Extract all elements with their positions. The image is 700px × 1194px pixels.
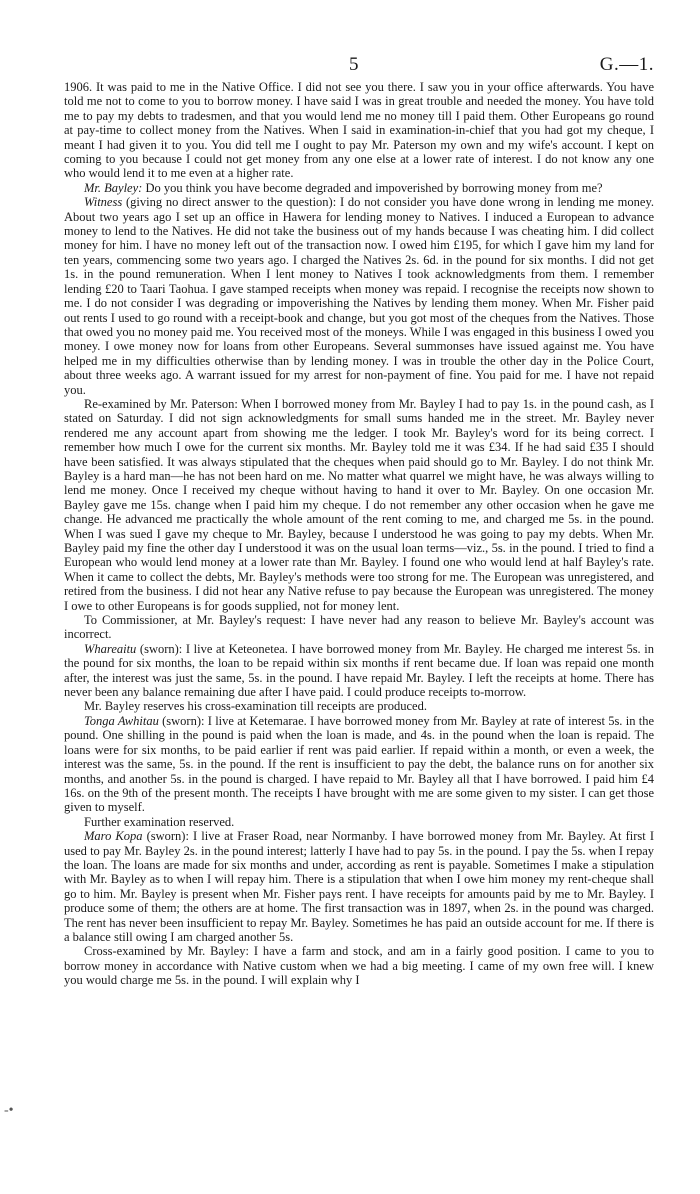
paragraph-text: To Commissioner, at Mr. Bayley's request: I have never had any reason to believe Mr. Bayley's account was incorrect. [64,613,654,642]
paragraph-text: (sworn): I live at Keteonetea. I have borrowed money from Mr. Bayley. He charged me interest 5s. in the pound for six months, the loan to be repaid within six months if rent became due. If loan was repaid one month after, the interest was just the same, 5s. in the pound. I have repaid Mr. Bayley. I left the receipts at home. There has never been any balance remaining due after I have paid. I could produce receipts to-morrow. [64,641,655,700]
speaker-name: Witness [84,195,123,210]
speaker-name: Maro Kopa [84,829,143,844]
series-mark: G.—1. [599,54,654,75]
paragraph [64,195,654,397]
speaker-name: Whareaitu [84,641,137,656]
paragraph-text: Further examination reserved. [84,814,235,829]
paragraph [64,397,654,613]
paragraph-text: (sworn): I live at Fraser Road, near Normanby. I have borrowed money from Mr. Bayley. At first I used to pay Mr. Bayley 2s. in the pound interest; latterly I have had to pay 5s. in the pound. I pay the 5s. when I repay the loan. The loans are made for six months and under, according as rent is payable. Sometimes I make a stipulation with Mr. Bayley as to when I will repay him. There is a stipulation that when I owe him money my rent-cheque shall go to him. Mr. Bayley is present when Mr. Fisher pays rent. I have receipts for amounts paid by me to Mr. Bayley. I produce some of them; the others are at home. The first transaction was in 1897, when 2s. in the pound was charged. The rent has never been insufficient to repay Mr. Bayley. Sometimes he has paid an outside account for me. If there is a balance still owing I am charged another 5s. [64,829,654,944]
paragraph-text: Do you think you have become degraded and impoverished by borrowing money from me? [145,180,603,195]
paragraph-text: Re-examined by Mr. Paterson: When I borrowed money from Mr. Bayley I had to pay 1s. in the pound cash, as I stated on Saturday. I did not sign acknowledgments for small sums handed me in the street. Mr. Bayley never rendered me any account apart from showing me the ledger. I took Mr. Bayley's word for its being correct. I remember how much I owe for the current six months. Mr. Bayley told me it was £34. If he had said £35 I should have been satisfied. It was always stipulated that the cheques when paid should go to Mr. Bayley. I do not think Mr. Bayley is a hard man—he has not been hard on me. No matter what quarrel we might have, he was always willing to lend me money. Once I received my cheque without having to hand it over to Mr. Bayley. On one occasion Mr. Bayley gave me 15s. change when I paid him my cheque. I do not remember any other occasion when he gave me change. He advanced me practically the whole amount of the rent coming to me, and charged me 5s. in the pound. When I was sued I gave my cheque to Mr. Bayley, because I understood he was going to pay my debts. When Mr. Bayley paid my fine the other day I understood it was on the usual loan terms—viz., 5s. in the pound. I tried to find a European who would lend money at a lower rate than Mr. Bayley. I found one who would lend at half Bayley's rate. When it came to collect the debts, Mr. Bayley's methods were too strong for me. The European was unregistered, and retired from the business. I did not hear any Native refuse to pay because the European was unregistered. The money I owe to other Europeans is for goods supplied, not for money lent. [64,396,654,613]
paragraph-text: 1906. It was paid to me in the Native Office. I did not see you there. I saw you in your office afterwards. You have told me not to come to you to borrow money. I have said I was in great trouble and needed the money. You have told me to pay my debts to tradesmen, and that you would lend me no money till I paid them. Other Europeans go round at pay-time to collect money from the Natives. When I said in examination-in-chief that you had got my cheque, I meant I had given it to you. You did tell me I ought to pay Mr. Paterson my own and my wife's account. I kept on coming to you because I could not get money from any one else at a lower rate of interest. I do not know any one who would lend it to me even at a higher rate. [64,80,654,181]
paragraph [64,815,654,829]
page-number: 5 [349,54,359,75]
paragraph [64,714,654,815]
paragraph-text: Cross-examined by Mr. Bayley: I have a farm and stock, and am in a fairly good position. I came to you to borrow money in accordance with Native custom when we had a big meeting. I came of my own free will. I knew you would charge me 5s. in the pound. I will explain why I [64,944,654,988]
paragraph [64,80,654,181]
paragraph [64,613,654,642]
margin-mark: -• [4,1103,14,1118]
page-header [64,54,654,80]
paragraph [64,642,654,700]
body-text [64,80,654,988]
paragraph [64,699,654,713]
speaker-name: Mr. Bayley: [84,180,143,195]
speaker-name: Tonga Awhitau [84,713,159,728]
paragraph-text: (giving no direct answer to the question): I do not consider you have done wrong in lending me money. About two years ago I set up an office in Hawera for lending money to Natives. I induced a European to advance money to lend to the Natives. He did not take the business out of my hands because I was cheating him. I did collect money for him. I have no money left out of the transaction now. I owed him £195, for which I gave him my land for ten years, commencing some two years ago. I charged the Natives 2s. 6d. in the pound for six months. I did not get 1s. in the pound remuneration. When I lent money to Natives I took acknowledgments from them. I remember lending £20 to Taari Taohua. I gave stamped receipts when money was repaid. I recognise the receipts now shown to me. I do not consider I was degrading or impoverishing the Natives by lending them money. When Mr. Fisher paid out rents I used to go round with a receipt-book and change, but you got most of the cheques from the Natives. Those that owed you no money paid me. You received most of the moneys. While I was engaged in this business I owed you money. I owe money now for loans from other Europeans. Several summonses have issued against me. You have helped me in my difficulties otherwise than by lending money. I was in trouble the other day in the Police Court, about three weeks ago. A warrant issued for my arrest for non-payment of fine. You paid for me. I have not repaid you. [64,195,655,397]
document-page [64,54,654,1169]
paragraph-text: Mr. Bayley reserves his cross-examination till receipts are produced. [84,699,427,714]
paragraph [64,829,654,944]
paragraph [64,181,654,195]
paragraph-text: (sworn): I live at Ketemarae. I have borrowed money from Mr. Bayley at rate of interest 5s. in the pound. One shilling in the pound is paid when the loan is made, and 4s. in the pound when the loan is repaid. The loans were for six months, to be paid earlier if rent was paid earlier. If repaid within a month, or even a week, the interest was the same, 5s. in the pound. If the rent is insufficient to pay the debt, the balance runs on for another six months, and another 5s. in the pound is charged. I have repaid to Mr. Bayley all that I have borrowed. I paid him £4 16s. on the 9th of the present month. The receipts I have brought with me are some given to my sister. I can get those given to myself. [64,713,654,815]
paragraph [64,944,654,987]
